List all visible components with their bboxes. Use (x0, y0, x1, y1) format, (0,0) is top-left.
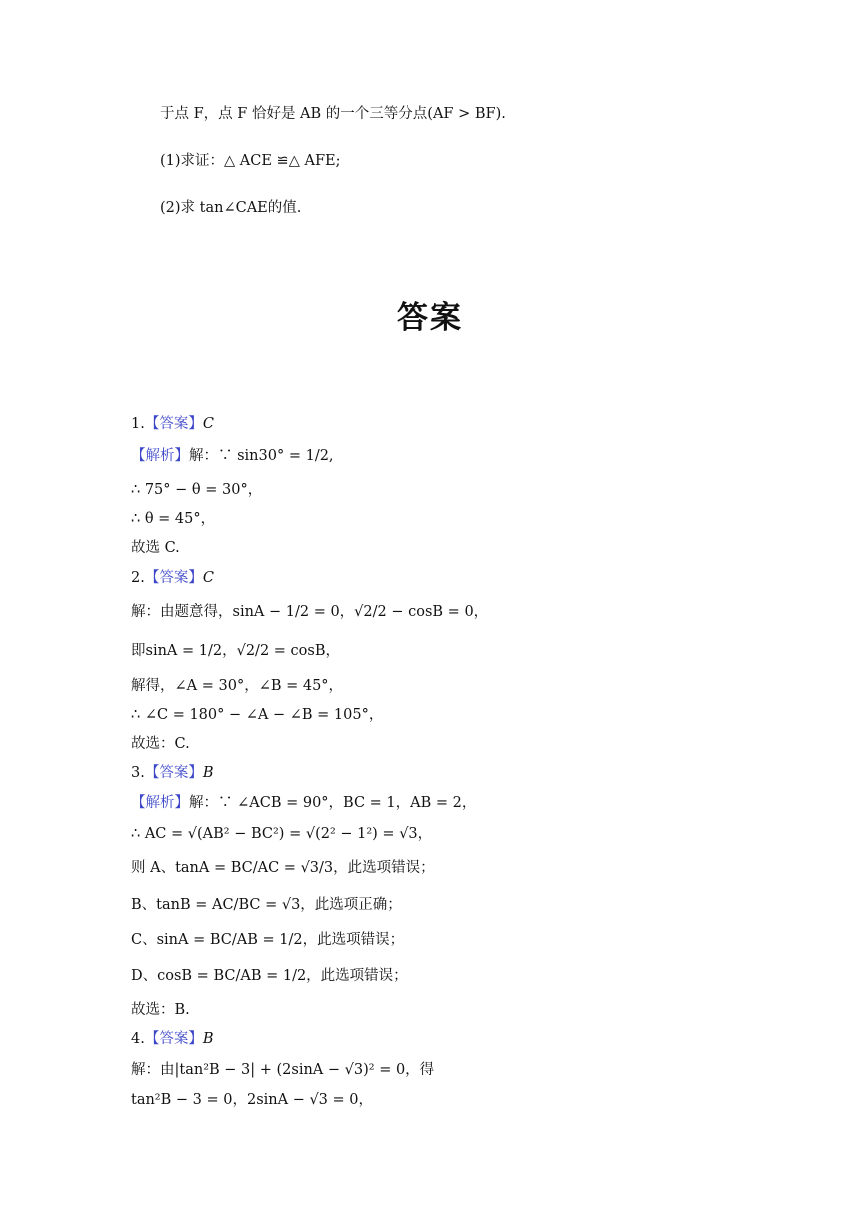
answer-choice: C (202, 570, 214, 586)
answer-tag: 【答案】 (144, 1031, 203, 1047)
answer-choice: C (202, 416, 214, 432)
question-part-2: (2)求 tan∠CAE的值. (160, 200, 302, 216)
answer-2-line-3: 解得，∠A = 30°，∠B = 45°， (131, 678, 344, 694)
answer-choice: B (202, 1031, 214, 1047)
answer-3-line-7: 故选：B. (131, 1002, 190, 1018)
answer-3-header: 3.【答案】B (131, 765, 214, 781)
answer-3-line-3: 则 A、tanA = BC/AC = √3/3，此选项错误； (131, 860, 435, 876)
answer-3-line-2: ∴ AC = √(AB² − BC²) = √(2² − 1²) = √3， (131, 826, 433, 842)
analysis-tag: 【解析】 (131, 795, 189, 811)
answer-1-line-1: 【解析】解：∵ sin30° = 1/2, (131, 448, 334, 464)
answer-4-line-1: 解：由|tan²B − 3| + (2sinA − √3)² = 0，得 (131, 1062, 435, 1078)
answer-4-line-2: tan²B − 3 = 0，2sinA − √3 = 0， (131, 1092, 374, 1108)
answer-1-line-2: ∴ 75° − θ = 30°， (131, 482, 263, 498)
answer-3-line-4: B、tanB = AC/BC = √3，此选项正确； (131, 897, 402, 913)
answer-tag: 【答案】 (144, 416, 203, 432)
answer-3-line-1: 【解析】解：∵ ∠ACB = 90°，BC = 1，AB = 2， (131, 795, 477, 811)
answer-2-line-5: 故选：C. (131, 736, 190, 752)
answer-tag: 【答案】 (144, 765, 203, 781)
answer-4-header: 4.【答案】B (131, 1031, 214, 1047)
question-part-1: (1)求证：△ ACE ≌△ AFE; (160, 153, 341, 169)
answer-2-header: 2.【答案】C (131, 570, 214, 586)
answer-1-line-4: 故选 C. (131, 540, 180, 556)
answer-1-line-3: ∴ θ = 45°， (131, 511, 216, 527)
answer-2-line-4: ∴ ∠C = 180° − ∠A − ∠B = 105°， (131, 707, 384, 723)
answer-2-line-1: 解：由题意得，sinA − 1/2 = 0，√2/2 − cosB = 0， (131, 604, 489, 620)
answer-2-line-2: 即sinA = 1/2，√2/2 = cosB， (131, 643, 340, 659)
question-line: 于点 F，点 F 恰好是 AB 的一个三等分点(AF > BF). (160, 106, 506, 122)
answer-tag: 【答案】 (144, 570, 203, 586)
answer-choice: B (202, 765, 214, 781)
answer-3-line-5: C、sinA = BC/AB = 1/2，此选项错误； (131, 932, 405, 948)
answer-3-line-6: D、cosB = BC/AB = 1/2，此选项错误； (131, 968, 408, 984)
answer-1-header: 1.【答案】C (131, 416, 214, 432)
analysis-tag: 【解析】 (131, 448, 189, 464)
answer-section-title: 答案 (397, 300, 463, 336)
